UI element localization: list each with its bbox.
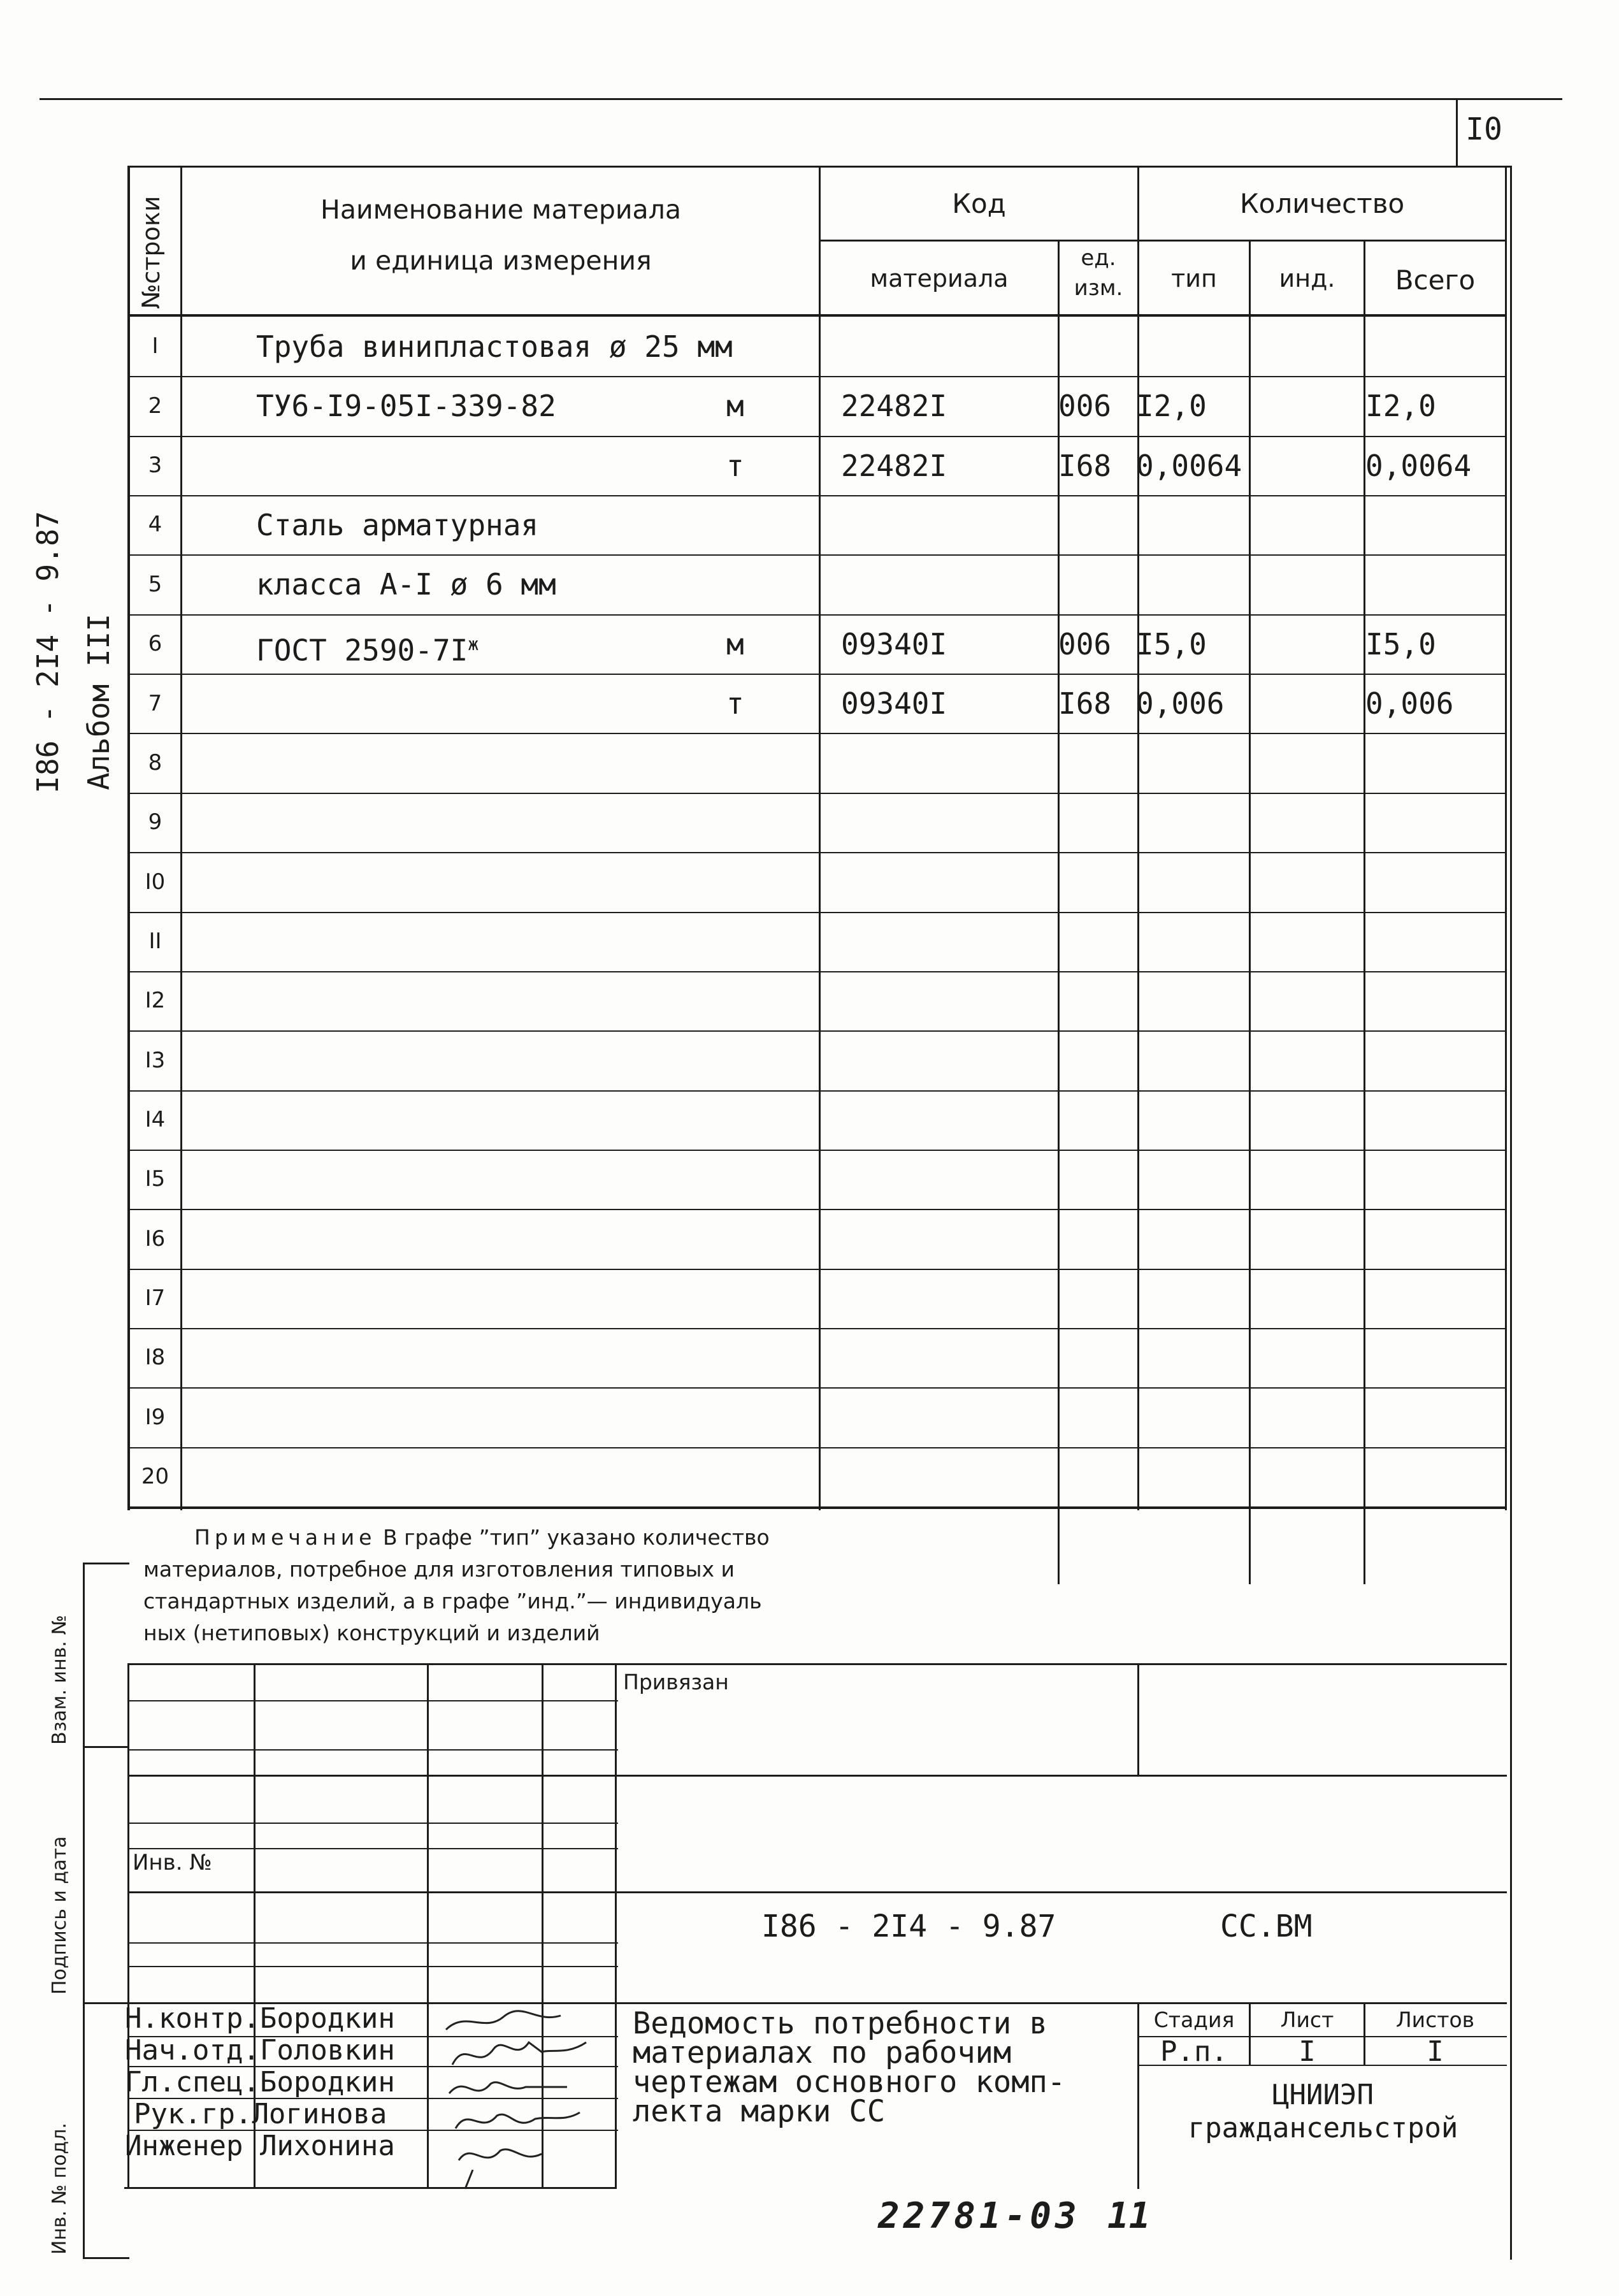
designation: I86 - 2I4 - 9.87 [761,1909,1056,1944]
cell-type: I2,0 [1136,389,1207,423]
row-number: I6 [145,1226,166,1252]
sheets-value: I [1427,2035,1444,2068]
cell-total: I5,0 [1365,627,1436,661]
note-line: материалов, потребное для изготовления типовых и [143,1557,735,1582]
cell-name: Сталь арматурная [256,508,539,542]
row-number: I0 [145,869,166,895]
staff-name: Логинова [252,2098,387,2130]
cell-code: 22482I [841,389,947,423]
row-divider [127,1328,1507,1329]
row-divider [127,554,1507,556]
note [143,1522,1354,1649]
cell-total: 0,0064 [1365,449,1472,483]
inv-no-label: Инв. № [133,1850,212,1875]
cell-name: ТУ6-I9-05I-339-82 [256,389,556,423]
row-divider [127,852,1507,853]
cell-code: 22482I [841,449,947,483]
superscript-mark: ж [468,633,479,654]
header-individual: инд. [1279,264,1335,292]
row-number: 9 [148,809,162,835]
staff-row-2 [125,2035,395,2067]
row-number: I4 [145,1107,166,1132]
row-divider [127,793,1507,794]
header-code: Код [952,188,1006,219]
organization-line1: ЦНИИЭП [1272,2079,1374,2111]
cell-total: I2,0 [1365,389,1436,423]
staff-role: Инженер [125,2130,243,2162]
cell-unit: т [726,686,744,721]
document-title-line: материалах по рабочим [633,2035,1012,2070]
cell-ucode: I68 [1058,449,1112,483]
cell-name: класса А-I ø 6 мм [256,567,556,602]
sheet-label: Лист [1280,2007,1334,2032]
row-number: 8 [148,750,162,776]
cell-unit: т [726,449,744,483]
side-album: Альбом III [82,614,116,790]
cell-type: 0,006 [1136,686,1225,721]
row-number: I3 [145,1048,166,1073]
note-line: ных (нетиповых) конструкций и изделий [143,1621,600,1645]
header-name-line1: Наименование материала [320,194,681,225]
note-title: Примечание [194,1525,377,1550]
row-divider [127,1447,1507,1448]
row-number: 4 [148,512,162,537]
row-number: I9 [145,1404,166,1430]
header-total: Всего [1395,264,1476,296]
header-type: тип [1171,264,1217,292]
row-divider [127,614,1507,616]
header-name-line2: и единица измерения [350,245,652,276]
header-quantity: Количество [1239,188,1405,219]
document-title-line: лекта марки СС [633,2094,886,2129]
staff-name: Головкин [259,2034,395,2067]
row-number: I8 [145,1345,166,1370]
staff-name: Бородкин [259,2002,395,2035]
signatures [440,2004,599,2195]
side-inv-podl: Инв. № подл. [48,2123,71,2255]
row-number: 7 [148,691,162,716]
row-divider [127,1387,1507,1389]
row-divider [127,733,1507,734]
row-divider [127,1030,1507,1032]
sheet-value: I [1299,2035,1316,2068]
organization-line2: граждансельстрой [1188,2112,1458,2144]
header-unit-line2: изм. [1074,275,1123,301]
row-number: 2 [148,393,162,419]
staff-row-4 [134,2098,387,2130]
row-divider [127,495,1507,496]
cell-type: I5,0 [1136,627,1207,661]
row-divider [127,1269,1507,1270]
footer-number: 22781-03 [878,2195,1081,2237]
row-divider [127,436,1507,437]
row-divider [127,1090,1507,1092]
staff-name: Лихонина [259,2130,395,2162]
cell-name: ГОСТ $2590-7I^ж$ [256,633,479,668]
side-doc-code: I86 - 2I4 - 9.87 [31,510,65,793]
note-line: стандартных изделий, а в графе ”инд.”— индивидуаль [143,1589,762,1614]
cell-unit: м [726,627,744,661]
row-number: II [148,928,162,954]
staff-role: Гл.спец. [125,2066,260,2098]
document-title-line: Ведомость потребности в [633,2006,1047,2041]
side-inv-zam: Взам. инв. № [48,1615,71,1745]
cell-ucode: I68 [1058,686,1112,721]
staff-row-1 [125,2003,395,2035]
row-number: I5 [145,1166,166,1192]
staff-row-3 [125,2067,395,2098]
cell-ucode: 006 [1058,627,1112,661]
staff-role: Нач.отд. [125,2034,260,2067]
row-number: 6 [148,631,162,656]
row-number: I2 [145,988,166,1013]
cell-total: 0,006 [1365,686,1454,721]
sheets-label: Листов [1395,2007,1475,2032]
row-divider [127,912,1507,913]
row-number: I7 [145,1285,166,1311]
sheet-number: I0 [1465,112,1502,147]
document-title-line: чертежам основного комп- [633,2065,1066,2100]
cell-code: 09340I [841,627,947,661]
cell-type: 0,0064 [1136,449,1242,483]
row-number: 5 [148,572,162,597]
footer-sheet: 11 [1107,2195,1151,2237]
header-material: материала [870,264,1009,292]
cell-code: 09340I [841,686,947,721]
cell-name: Труба винипластовая ø 25 мм [256,329,733,364]
stage-value: Р.п. [1160,2035,1228,2068]
attached-label: Привязан [623,1670,729,1694]
row-number: I [152,333,159,359]
stage-label: Стадия [1153,2007,1235,2032]
row-divider [127,1209,1507,1210]
cell-ucode: 006 [1058,389,1112,423]
staff-role: Н.контр. [125,2002,260,2035]
staff-row-5 [125,2130,395,2162]
row-number: 20 [141,1464,169,1489]
row-divider [127,674,1507,675]
staff-name: Бородкин [259,2066,395,2098]
document-title [633,2006,1066,2129]
header-unit-line1: ед. [1081,245,1116,271]
header-row-number: №строки [137,196,165,309]
row-divider [127,971,1507,972]
staff-role: Рук.гр. [134,2098,252,2130]
row-number: 3 [148,452,162,478]
row-divider [127,376,1507,377]
note-line: В графе ”тип” указано количество [382,1525,770,1550]
drawing-mark: СС.ВМ [1220,1909,1313,1944]
row-divider [127,1150,1507,1151]
side-sign-date: Подпись и дата [48,1836,71,1995]
cell-unit: м [726,389,744,423]
